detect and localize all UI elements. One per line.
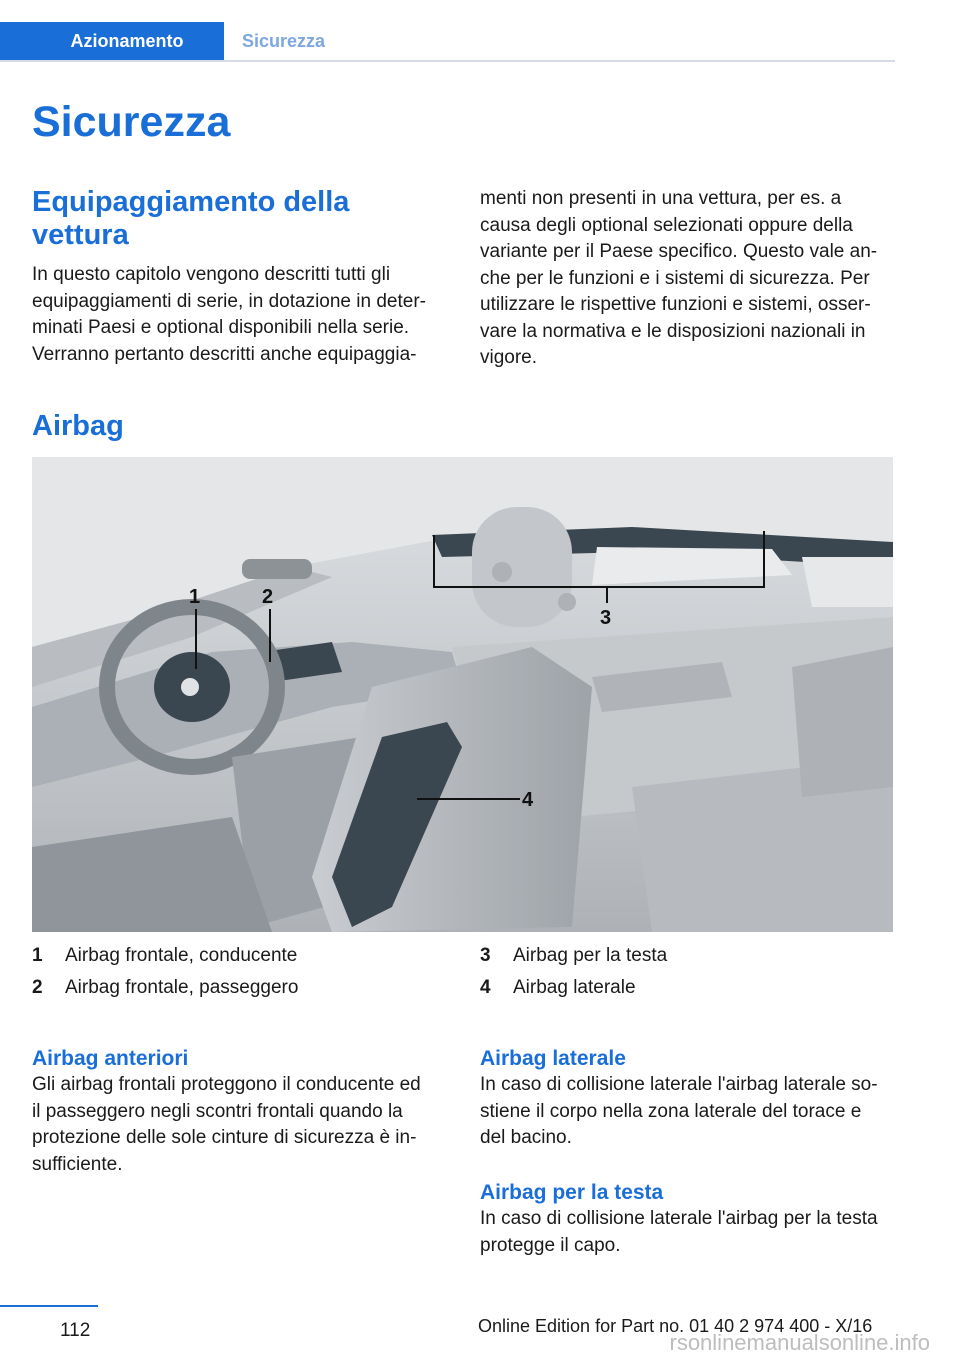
legend-item: 2 Airbag frontale, passeggero xyxy=(32,977,299,998)
figure-legend-right xyxy=(480,940,667,1004)
legend-item: 4 Airbag laterale xyxy=(480,977,636,998)
tab-azionamento[interactable]: Azionamento xyxy=(0,22,224,60)
page-number: 112 xyxy=(60,1320,91,1341)
front-airbags-section xyxy=(32,1046,447,1178)
head-airbag-heading: Airbag per la testa xyxy=(480,1181,664,1204)
side-airbag-section xyxy=(480,1046,895,1152)
page-number-rule xyxy=(0,1305,98,1307)
equipment-text-right: menti non presenti in una vettura, per es. a causa degli optional selezionati oppure della variante per il Paese specifico. Questo vale an- che per le funzioni e i sistemi di sicurezza. Per utilizzare le rispettive funzioni e sistemi, osser- vare la normativa e le disposizioni nazionali in vigore. xyxy=(480,188,878,368)
front-airbags-text: Gli airbag frontali proteggono il conducente ed il passeggero negli scontri frontali quando la protezione delle sole cinture di sicurezza è in- sufficiente. xyxy=(32,1074,421,1175)
figure-legend-left xyxy=(32,940,298,1004)
equipment-heading: Equipaggiamento della vettura xyxy=(32,186,350,251)
side-airbag-text: In caso di collisione laterale l'airbag laterale so- stiene il corpo nella zona laterale del torace e del bacino. xyxy=(480,1074,878,1148)
equipment-text-left: In questo capitolo vengono descritti tutti gli equipaggiamenti di serie, in dotazione in deter- minati Paesi e optional disponibili nella serie. Verranno pertanto descritti anche equipaggia- xyxy=(32,264,426,365)
car-interior-drawing xyxy=(32,457,893,932)
head-airbag-text: In caso di collisione laterale l'airbag per la testa protegge il capo. xyxy=(480,1208,878,1256)
airbag-heading: Airbag xyxy=(32,410,124,442)
legend-item: 3 Airbag per la testa xyxy=(480,945,668,966)
callout-2: 2 xyxy=(262,586,274,608)
head-airbag-section xyxy=(480,1180,895,1259)
airbag-illustration xyxy=(32,457,893,932)
equipment-left-column xyxy=(32,186,447,368)
chapter-tabs xyxy=(0,22,895,62)
callout-4: 4 xyxy=(522,789,534,811)
edition-footer: Online Edition for Part no. 01 40 2 974 400 - X/16 xyxy=(478,1316,873,1336)
side-airbag-heading: Airbag laterale xyxy=(480,1047,626,1070)
callout-3: 3 xyxy=(600,607,612,629)
front-airbags-heading: Airbag anteriori xyxy=(32,1047,189,1070)
watermark: rsonlinemanualsonline.info xyxy=(669,1330,930,1355)
page-title: Sicurezza xyxy=(32,98,231,146)
legend-item: 1 Airbag frontale, conducente xyxy=(32,945,298,966)
callout-1: 1 xyxy=(189,586,201,608)
tab-sicurezza[interactable]: Sicurezza xyxy=(242,30,326,51)
